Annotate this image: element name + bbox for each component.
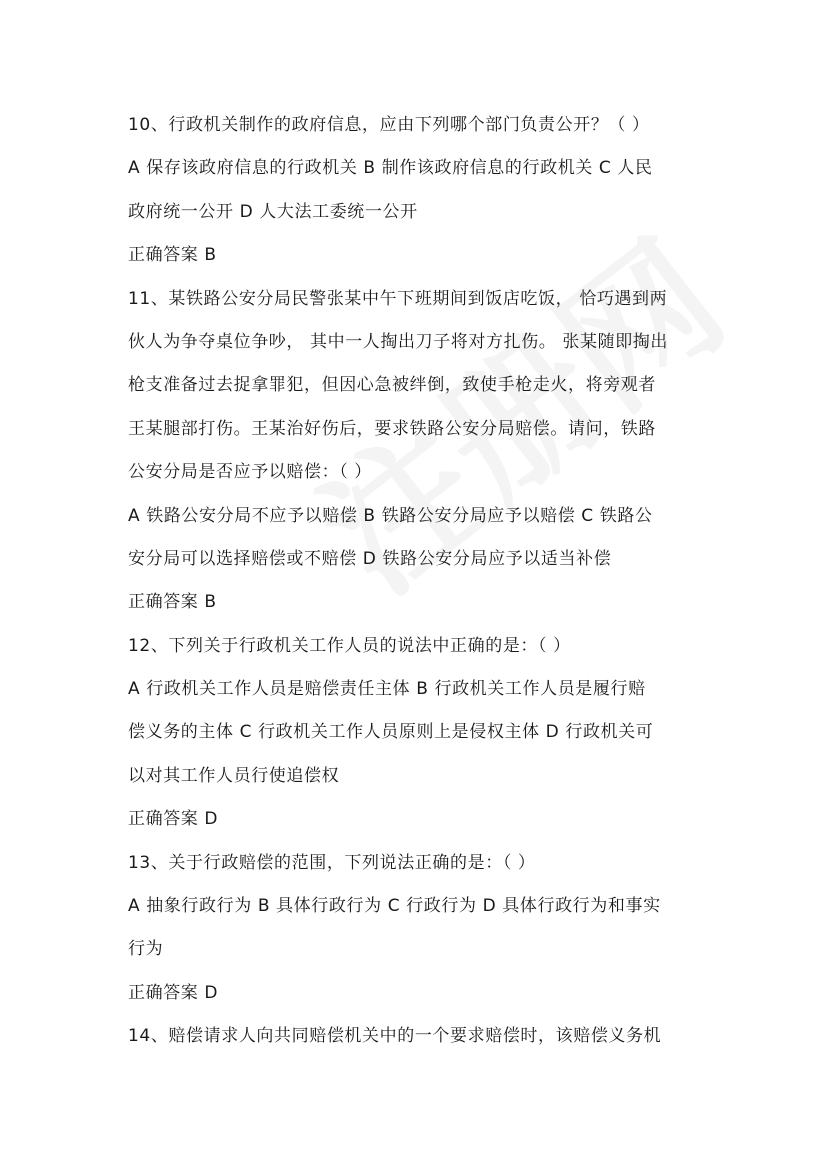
option-line: 行为 (128, 939, 164, 960)
option-line: A 铁路公安分局不应予以赔偿 B 铁路公安分局应予以赔偿 C 铁路公 (128, 505, 653, 526)
option-line: A 保存该政府信息的行政机关 B 制作该政府信息的行政机关 C 人民 (128, 158, 653, 179)
question-10 (128, 104, 708, 278)
question-11 (128, 278, 708, 625)
question-list (128, 104, 708, 1059)
question-text: 10、行政机关制作的政府信息，应由下列哪个部门负责公开？（ ） (128, 115, 650, 135)
answer-line: 正确答案 B (128, 592, 217, 613)
question-text: 13、关于行政赔偿的范围，下列说法正确的是：（ ） (128, 852, 536, 873)
question-text: 王某腿部打伤。王某治好伤后，要求铁路公安分局赔偿。请问，铁路 (128, 418, 656, 439)
question-14 (128, 1015, 708, 1058)
answer-line: 正确答案 D (128, 809, 219, 830)
option-line: 偿义务的主体 C 行政机关工作人员原则上是侵权主体 D 行政机关可 (128, 722, 654, 743)
option-line: 以对其工作人员行使追偿权 (128, 765, 340, 786)
option-line: A 行政机关工作人员是赔偿责任主体 B 行政机关工作人员是履行赔 (128, 679, 646, 700)
question-text: 枪支准备过去捉拿罪犯，但因心急被绊倒，致使手枪走火，将旁观者 (128, 375, 656, 396)
question-13 (128, 842, 708, 1016)
answer-line: 正确答案 D (128, 982, 219, 1003)
question-text: 伙人为争夺桌位争吵， 其中一人掏出刀子将对方扎伤。 张某随即掏出 (128, 331, 669, 352)
question-text: 公安分局是否应予以赔偿：（ ） (128, 462, 372, 483)
answer-line: 正确答案 B (128, 245, 217, 266)
question-12 (128, 625, 708, 842)
question-text: 12、下列关于行政机关工作人员的说法中正确的是：（ ） (128, 635, 571, 656)
option-line: 政府统一公开 D 人大法工委统一公开 (128, 201, 418, 222)
option-line: A 抽象行政行为 B 具体行政行为 C 行政行为 D 具体行政行为和事实 (128, 896, 661, 917)
question-text: 11、某铁路公安分局民警张某中午下班期间到饭店吃饭， 恰巧遇到两 (128, 288, 668, 309)
option-line: 安分局可以选择赔偿或不赔偿 D 铁路公安分局应予以适当补偿 (128, 548, 612, 569)
question-text: 14、赔偿请求人向共同赔偿机关中的一个要求赔偿时，该赔偿义务机 (128, 1026, 662, 1047)
